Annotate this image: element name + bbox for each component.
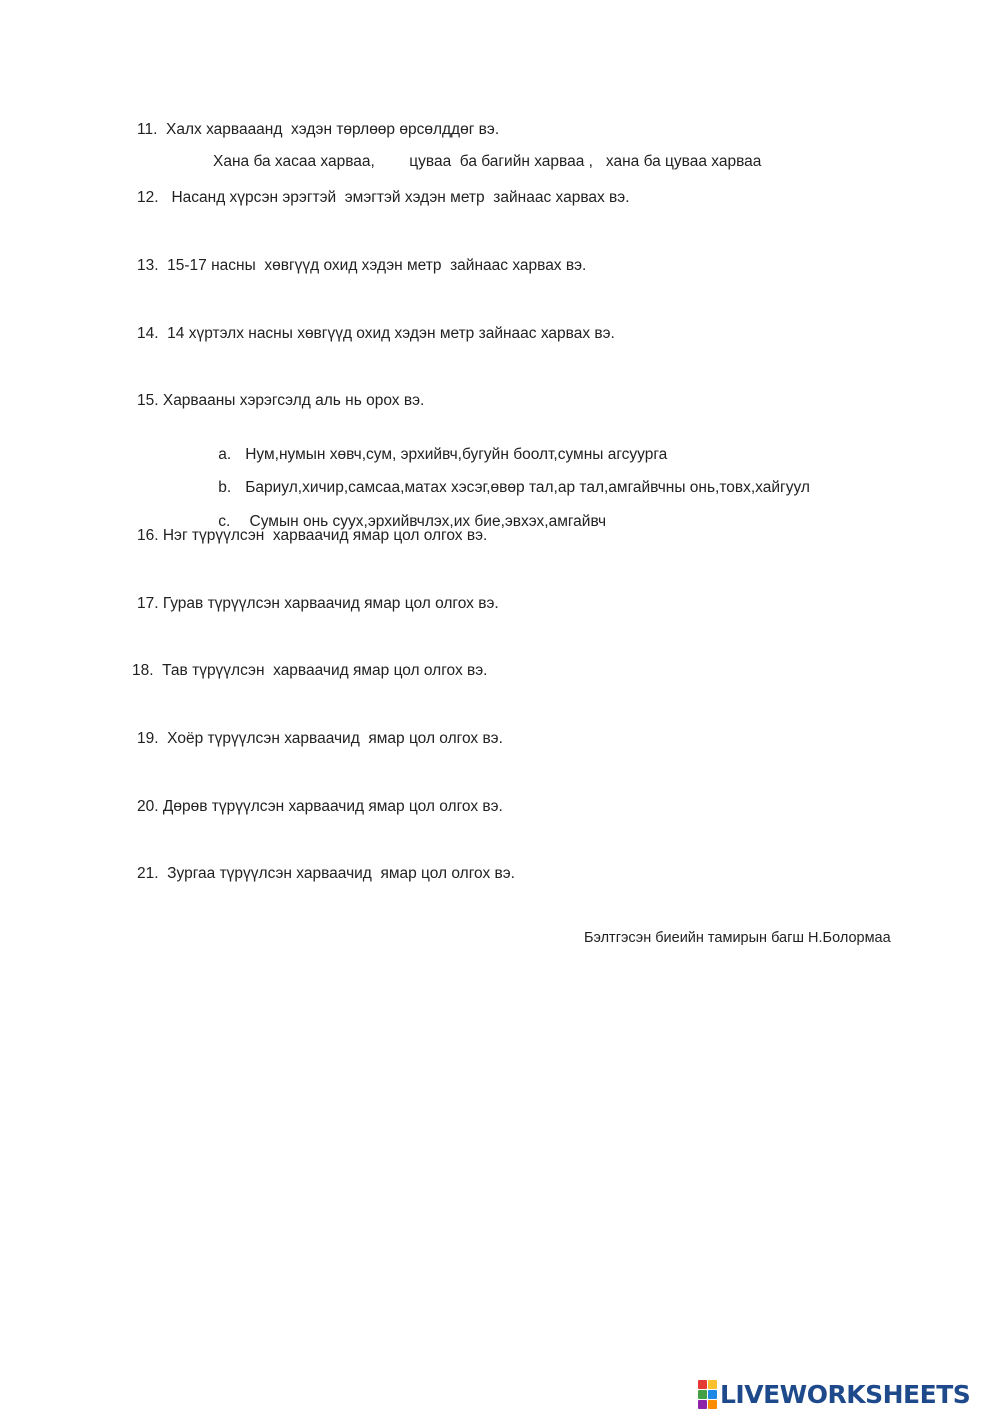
- logo-square: [698, 1380, 707, 1389]
- choice-text: Бариул,хичир,самсаа,матах хэсэг,өвөр тал,ар тал,амгайвчны онь,товх,хайгуул: [245, 479, 810, 496]
- question-13: 13. 15-17 насны хөвгүүд охид хэдэн метр зайнаас харвах вэ.: [137, 257, 587, 274]
- question-16: 16. Нэг түрүүлсэн харваачид ямар цол олгох вэ.: [137, 527, 488, 544]
- choice-text: Сумын онь суух,эрхийвчлэх,их бие,эвхэх,амгайвч: [245, 513, 607, 530]
- question-21: 21. Зургаа түрүүлсэн харваачид ямар цол олгох вэ.: [137, 865, 515, 882]
- logo-text: LIVEWORKSHEETS: [720, 1379, 971, 1409]
- logo-square: [698, 1400, 707, 1409]
- choice-label: c.: [218, 513, 231, 530]
- choice-text: Нум,нумын хөвч,сум, эрхийвч,бугуйн боолт,сумны агсуурга: [245, 446, 668, 463]
- question-15: 15. Харвааны хэрэгсэлд аль нь орох вэ.: [137, 392, 425, 409]
- logo-square: [698, 1390, 707, 1399]
- question-14: 14. 14 хүртэлх насны хөвгүүд охид хэдэн метр зайнаас харвах вэ.: [137, 325, 615, 342]
- question-12: 12. Насанд хүрсэн эрэгтэй эмэгтэй хэдэн метр зайнаас харвах вэ.: [137, 189, 630, 206]
- question-11: 11. Халх харвааанд хэдэн төрлөөр өрсөлддөг вэ.: [137, 121, 500, 138]
- choice-label: a.: [218, 446, 232, 463]
- question-18: 18. Тав түрүүлсэн харваачид ямар цол олгох вэ.: [132, 662, 488, 679]
- choice-label: b.: [218, 479, 232, 496]
- question-11-options: Хана ба хасаа харваа, цуваа ба багийн харваа , хана ба цуваа харваа: [213, 153, 762, 170]
- logo-square: [708, 1380, 717, 1389]
- question-20: 20. Дөрөв түрүүлсэн харваачид ямар цол олгох вэ.: [137, 798, 503, 815]
- logo-square: [708, 1390, 717, 1399]
- question-17: 17. Гурав түрүүлсэн харваачид ямар цол олгох вэ.: [137, 595, 499, 612]
- question-19: 19. Хоёр түрүүлсэн харваачид ямар цол олгох вэ.: [137, 730, 503, 747]
- author-signature: Бэлтгэсэн биеийн тамирын багш Н.Болормаа: [584, 930, 891, 946]
- liveworksheets-logo: [698, 1378, 970, 1410]
- logo-square: [708, 1400, 717, 1409]
- logo-squares-icon: [698, 1380, 717, 1409]
